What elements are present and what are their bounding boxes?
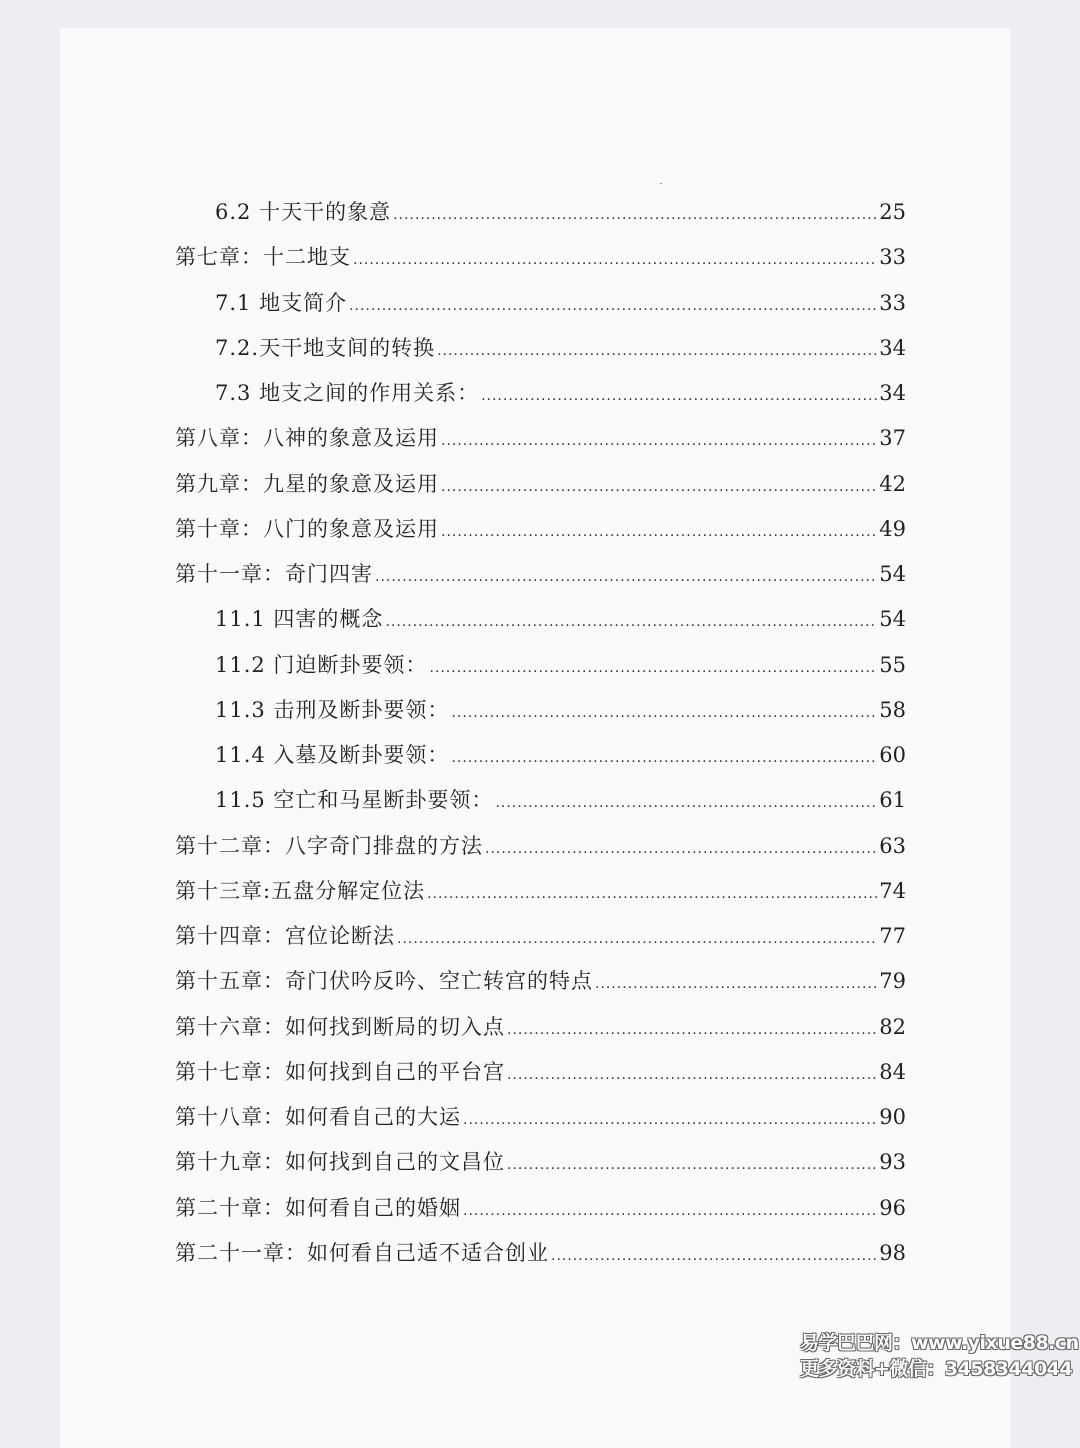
toc-entry: [175, 332, 906, 377]
watermark-line-1: 易学巴巴网：www.yixue88.cn: [800, 1332, 1079, 1354]
dot-leader: [441, 479, 877, 495]
toc-entry-page: 82: [879, 1014, 906, 1039]
toc-entry-page: 58: [879, 697, 906, 722]
toc-entry: [175, 784, 906, 829]
speck: [660, 183, 662, 184]
toc-entry: [175, 558, 906, 603]
dot-leader: [507, 1157, 877, 1173]
dot-leader: [397, 931, 877, 947]
toc-entry-title: 7.3 地支之间的作用关系：: [215, 381, 480, 405]
toc-entry: [175, 830, 906, 875]
dot-leader: [507, 1022, 877, 1038]
toc-entry-title: 7.1 地支简介: [215, 290, 348, 315]
toc-entry-title: 第十二章：八字奇门排盘的方法: [175, 833, 483, 858]
toc-entry-title: 第八章：八神的象意及运用: [175, 426, 439, 451]
toc-entry-title: 第二十章：如何看自己的婚姻: [175, 1195, 461, 1220]
toc-entry-title: 第十章：八门的象意及运用: [175, 516, 439, 541]
toc-entry-page: 77: [879, 924, 906, 948]
dot-leader: [393, 207, 877, 223]
toc-entry-page: 98: [879, 1240, 906, 1265]
toc-entry: [175, 965, 906, 1010]
toc-entry-page: 93: [879, 1150, 906, 1175]
toc-entry-page: 34: [879, 335, 906, 360]
toc-entry: [175, 694, 906, 739]
toc-entry-page: 49: [879, 516, 906, 541]
toc-entry-page: 34: [879, 381, 906, 405]
dot-leader: [375, 569, 877, 585]
toc-entry-title: 第十四章：宫位论断法: [175, 924, 395, 948]
table-of-contents: [175, 196, 906, 1282]
toc-entry: [175, 513, 906, 558]
toc-entry: [175, 422, 906, 467]
toc-entry-page: 61: [879, 788, 906, 813]
toc-entry: [175, 875, 906, 920]
toc-entry-title: 7.2.天干地支间的转换: [215, 335, 436, 360]
toc-entry: [175, 1101, 906, 1146]
dot-leader: [353, 252, 877, 268]
toc-entry-title: 11.4 入墓及断卦要领：: [215, 743, 450, 767]
toc-entry: [175, 196, 906, 241]
watermark-line-2: 更多资料+微信：3458344044: [800, 1358, 1073, 1380]
dot-leader: [595, 976, 877, 992]
watermark: [800, 1330, 1079, 1382]
toc-entry: [175, 1056, 906, 1101]
dot-leader: [451, 705, 877, 721]
toc-entry: [175, 1146, 906, 1191]
toc-entry-page: 37: [879, 426, 906, 451]
toc-entry-title: 6.2 十天干的象意: [215, 200, 392, 224]
toc-entry-page: 74: [879, 878, 906, 903]
dot-leader: [349, 298, 877, 314]
toc-entry: [175, 603, 906, 648]
toc-entry-title: 第十六章：如何找到断局的切入点: [175, 1014, 505, 1039]
toc-entry: [175, 377, 906, 422]
dot-leader: [441, 524, 877, 540]
dot-leader: [463, 1112, 877, 1128]
toc-entry-page: 60: [879, 743, 906, 767]
toc-entry: [175, 920, 906, 965]
toc-entry-title: 第十八章：如何看自己的大运: [175, 1105, 461, 1129]
toc-entry-title: 11.2 门迫断卦要领：: [215, 652, 428, 677]
toc-entry-title: 第十五章：奇门伏吟反吟、空亡转宫的特点: [175, 969, 593, 994]
toc-entry: [175, 1192, 906, 1237]
dot-leader: [485, 841, 877, 857]
dot-leader: [463, 1203, 877, 1219]
toc-entry-title: 第二十一章：如何看自己适不适合创业: [175, 1240, 549, 1265]
toc-entry: [175, 287, 906, 332]
dot-leader: [551, 1248, 877, 1264]
dot-leader: [507, 1067, 877, 1083]
toc-entry-title: 第十九章：如何找到自己的文昌位: [175, 1150, 505, 1175]
toc-entry: [175, 739, 906, 784]
dot-leader: [481, 388, 877, 404]
toc-entry: [175, 1011, 906, 1056]
toc-entry: [175, 1237, 906, 1282]
dot-leader: [437, 343, 877, 359]
toc-entry: [175, 649, 906, 694]
dot-leader: [429, 660, 877, 676]
toc-entry-page: 54: [879, 607, 906, 632]
toc-entry: [175, 241, 906, 286]
dot-leader: [495, 795, 877, 811]
toc-entry-page: 25: [879, 200, 906, 224]
toc-entry-title: 第十一章：奇门四害: [175, 562, 373, 586]
toc-entry-page: 90: [879, 1105, 906, 1129]
toc-entry-title: 第十七章：如何找到自己的平台宫: [175, 1059, 505, 1084]
toc-entry-title: 11.1 四害的概念: [215, 607, 384, 632]
dot-leader: [441, 433, 877, 449]
dot-leader: [451, 750, 877, 766]
toc-entry-page: 63: [879, 833, 906, 858]
toc-entry-title: 第七章：十二地支: [175, 245, 351, 270]
toc-entry-page: 96: [879, 1195, 906, 1220]
toc-entry-page: 33: [879, 290, 906, 315]
toc-entry-page: 42: [879, 471, 906, 496]
toc-entry-page: 79: [879, 969, 906, 994]
toc-entry-title: 第十三章:五盘分解定位法: [175, 878, 426, 903]
toc-entry-page: 84: [879, 1059, 906, 1084]
toc-entry: [175, 468, 906, 513]
toc-entry-title: 第九章：九星的象意及运用: [175, 471, 439, 496]
dot-leader: [385, 614, 877, 630]
toc-entry-page: 54: [879, 562, 906, 586]
dot-leader: [427, 886, 877, 902]
toc-entry-title: 11.3 击刑及断卦要领：: [215, 697, 450, 722]
toc-entry-title: 11.5 空亡和马星断卦要领：: [215, 788, 494, 813]
toc-entry-page: 33: [879, 245, 906, 270]
toc-entry-page: 55: [879, 652, 906, 677]
